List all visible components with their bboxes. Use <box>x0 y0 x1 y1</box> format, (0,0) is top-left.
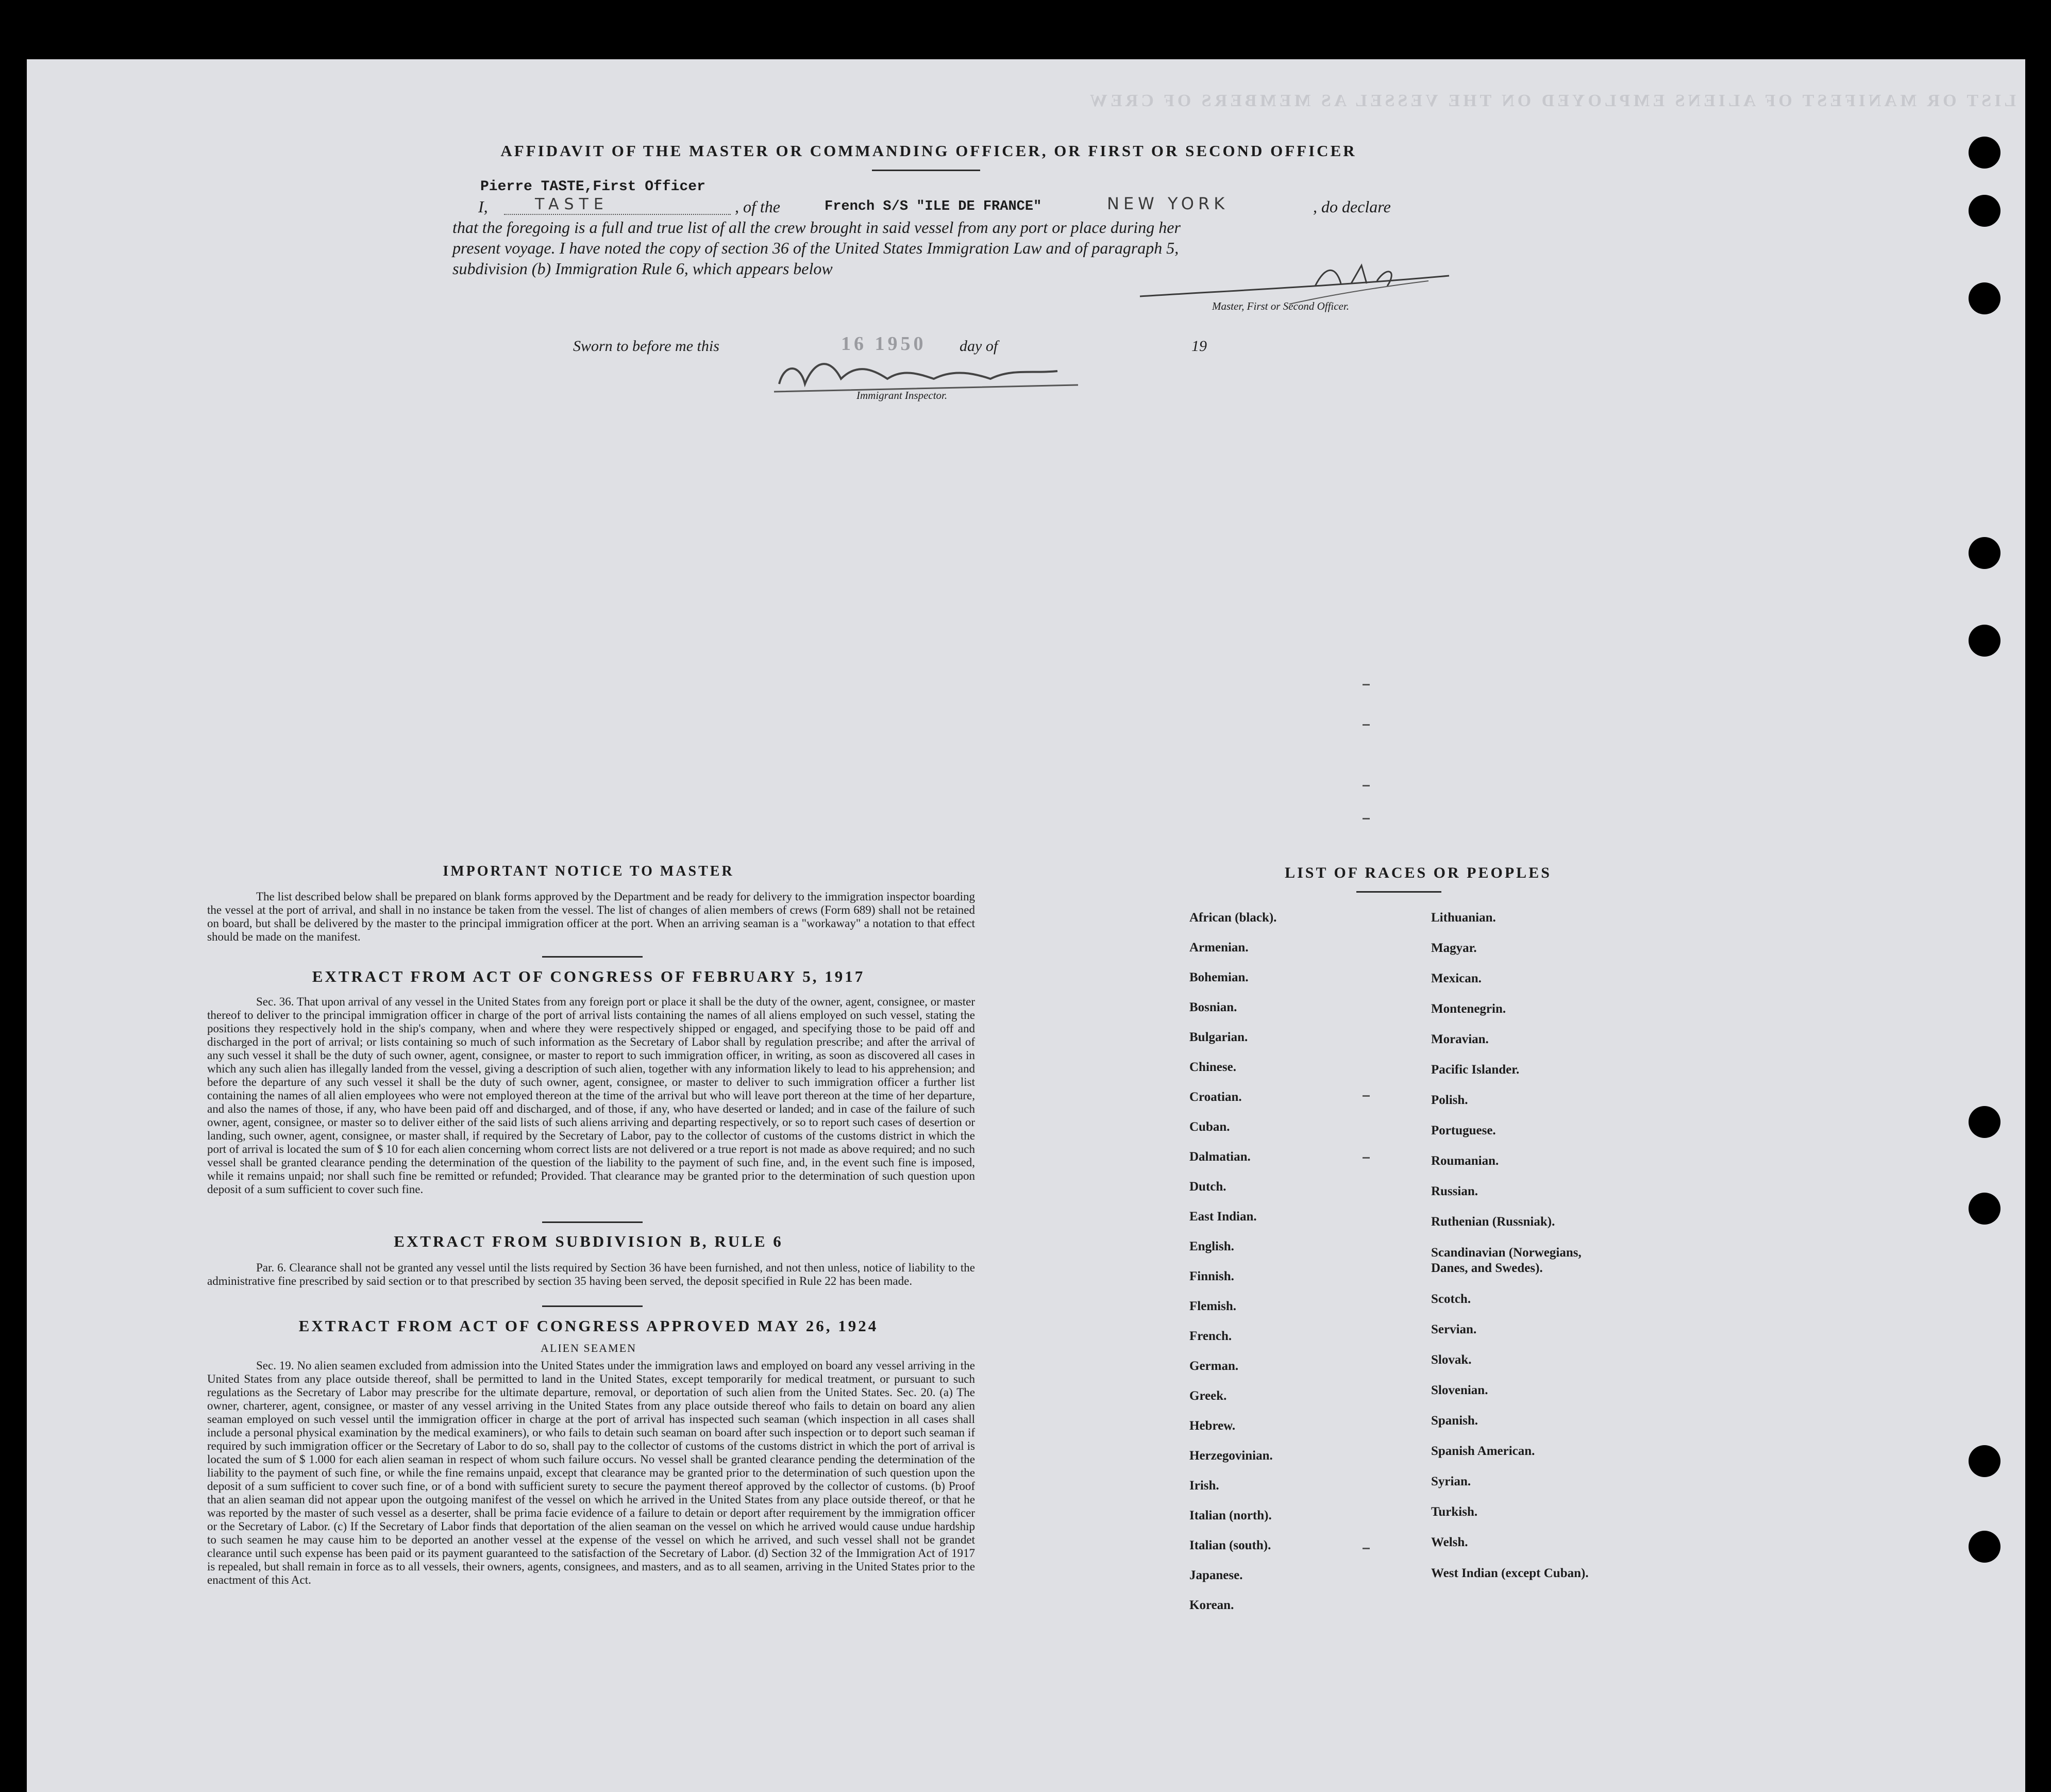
race-col1-item: Italian (south). <box>1189 1538 1271 1552</box>
divider <box>1356 891 1441 893</box>
race-col1-item: Japanese. <box>1189 1568 1243 1582</box>
binder-hole <box>1969 537 2000 569</box>
race-col2-item: Montenegrin. <box>1431 1002 1506 1016</box>
declaration-line-4: subdivision (b) Immigration Rule 6, which appears below <box>452 259 833 278</box>
binder-hole <box>1969 137 2000 169</box>
race-col2-item: Magyar. <box>1431 941 1477 955</box>
race-col1-item: Hebrew. <box>1189 1419 1236 1433</box>
race-col2-item: Mexican. <box>1431 972 1482 985</box>
divider <box>542 1221 643 1223</box>
race-col2-item: Slovenian. <box>1431 1383 1488 1397</box>
binder-hole <box>1969 625 2000 657</box>
extract-1924-subtitle: ALIEN SEAMEN <box>541 1342 636 1354</box>
binder-hole <box>1969 195 2000 227</box>
affidavit-title: AFFIDAVIT OF THE MASTER OR COMMANDING OFFICER, OR FIRST OR SECOND OFFICER <box>500 142 1357 160</box>
race-col1-item: Finnish. <box>1189 1269 1234 1283</box>
scan-mark <box>1363 724 1370 726</box>
bleed-through-header: LIST OR MANIFEST OF ALIENS EMPLOYED ON THE VESSEL AS MEMBERS OF CREW <box>1087 91 2016 110</box>
scan-mark <box>1363 1157 1370 1159</box>
race-col1-item: Flemish. <box>1189 1299 1236 1313</box>
race-col2-item: Syrian. <box>1431 1475 1471 1488</box>
binder-hole <box>1969 1531 2000 1563</box>
race-col1-item: French. <box>1189 1329 1232 1343</box>
race-col2-item: Welsh. <box>1431 1535 1468 1549</box>
race-col1-item: Chinese. <box>1189 1060 1236 1074</box>
race-col2-item: Scandinavian (Norwegians, Danes, and Swedes). <box>1431 1246 1582 1275</box>
handwritten-port: NEW YORK <box>1107 194 1229 213</box>
race-col2-item: Pacific Islander. <box>1431 1063 1520 1077</box>
race-col1-item: African (black). <box>1189 911 1277 925</box>
binder-hole <box>1969 1445 2000 1477</box>
race-col2-item: Polish. <box>1431 1093 1468 1107</box>
race-col1-item: Dutch. <box>1189 1180 1226 1194</box>
race-col1-item: Bulgarian. <box>1189 1030 1248 1044</box>
date-stamp: 16 1950 <box>841 333 927 355</box>
notice-body: The list described below shall be prepared on blank forms approved by the Department and be ready for delivery to the immigration inspector boarding the vessel at the port of arrival, and shall in no instance be taken from the vessel. The list of changes of alien members of crews (Form 689) shall not be retained on board, but shall be delivered by the master to the principal immigration officer at the port. When an arriving seaman is a "workaway" a notation to that effect should be made on the manifest. <box>207 890 975 943</box>
race-col1-item: Greek. <box>1189 1389 1227 1403</box>
race-col2-item: Scotch. <box>1431 1292 1471 1306</box>
extract-1917-title: EXTRACT FROM ACT OF CONGRESS OF FEBRUARY 5, 1917 <box>312 967 865 985</box>
sworn-label: Sworn to before me this <box>573 338 719 355</box>
document-page <box>27 59 2025 1792</box>
race-col1-item: Irish. <box>1189 1479 1219 1493</box>
race-col2-item: Roumanian. <box>1431 1154 1499 1168</box>
race-col2-item: Slovak. <box>1431 1353 1472 1367</box>
of-the-label: , of the <box>735 197 780 216</box>
extract-1924-body: Sec. 19. No alien seamen excluded from admission into the United States under the immigration laws and employed on board any vessel arriving in the United States from any place outside thereof, shall be permitted to land in the United States, except temporarily for medical treatment, or pursuant to such regulations as the Secretary of Labor may prescribe for the ultimate departure, removal, or deportation of such alien from the United States. Sec. 20. (a) The owner, charterer, agent, consignee, or master of any vessel arriving in the United States from any place outside thereof who fails to detain on board any alien seaman employed on such vessel until the immigration officer in charge at the port of arrival has inspected such seaman (which inspection in all cases shall include a personal physical examination by the medical examiners), or who fails to detain such seaman on board after such inspection or to deport such seaman if required by such immigration officer or the Secretary of Labor to do so, shall pay to the collector of customs of the customs district in which the port of arrival is located the sum of $ 1.000 for each alien seaman in respect of whom such failure occurs. No vessel shall be granted clearance pending the determination of the liability to the payment of such fine, or while the fine remains unpaid, except that clearance may be granted prior to the determination of such question upon the deposit of a sum sufficient to cover such fine, or of a bond with sufficient surety to secure the payment thereof approved by the collector of customs. (b) Proof that an alien seaman did not appear upon the outgoing manifest of the vessel on which he arrived in the United States from any place outside thereof, or that he was reported by the master of such vessel as a deserter, shall be prima facie evidence of a failure to detain or deport after requirement by the immigration officer or the Secretary of Labor. (c) If the Secretary of Labor finds that deportation of the alien seaman on the vessel on which he arrived would cause undue hardship to such seamen he may cause him to be deported an another vessel at the expense of the vessel on which he arrived, and such vessel shall not be grandet clearance until such expense has been paid or its payment guaranteed to the satisfaction of the Secretary of Labor. (d) Section 32 of the Immigration Act of 1917 is repealed, but shall remain in force as to all vessels, their owners, agents, consignees, and masters, and as to all seamen, arriving in the United States prior to the enactment of this Act. <box>207 1359 975 1586</box>
scan-mark <box>1363 684 1370 685</box>
officer-caption: Master, First or Second Officer. <box>1212 300 1349 312</box>
vessel-name: French S/S "ILE DE FRANCE" <box>825 199 1042 214</box>
binder-hole <box>1969 1193 2000 1225</box>
race-col1-item: German. <box>1189 1359 1239 1373</box>
race-col2-item: Russian. <box>1431 1184 1478 1198</box>
race-col1-item: Herzegovinian. <box>1189 1449 1273 1463</box>
rule-6-body: Par. 6. Clearance shall not be granted any vessel until the lists required by Section 36 have been furnished, and not then unless, notice of liability to the administrative fine prescribed by said section or to that prescribed by section 35 having been served, the deposit specified in Rule 22 has been made. <box>207 1261 975 1287</box>
race-col1-item: Armenian. <box>1189 941 1249 954</box>
race-col1-item: East Indian. <box>1189 1210 1257 1224</box>
notice-title: IMPORTANT NOTICE TO MASTER <box>443 863 734 879</box>
race-col1-item: Korean. <box>1189 1598 1234 1612</box>
do-declare-label: , do declare <box>1313 197 1391 216</box>
rule-6-title: EXTRACT FROM SUBDIVISION B, RULE 6 <box>394 1232 783 1250</box>
races-title: LIST OF RACES OR PEOPLES <box>1285 864 1552 881</box>
declaration-line-2: that the foregoing is a full and true list of all the crew brought in said vessel from any port or place during her <box>452 218 1181 237</box>
scan-mark <box>1363 785 1370 786</box>
race-col2-item: Ruthenian (Russniak). <box>1431 1215 1555 1229</box>
scan-mark <box>1363 1548 1370 1549</box>
race-col2-item: Servian. <box>1431 1322 1477 1336</box>
divider <box>872 170 980 171</box>
year-prefix: 19 <box>1191 338 1207 355</box>
extract-1924-title: EXTRACT FROM ACT OF CONGRESS APPROVED MAY 26, 1924 <box>298 1317 879 1335</box>
race-col2-item: Turkish. <box>1431 1505 1478 1519</box>
race-col1-item: Cuban. <box>1189 1120 1230 1134</box>
race-col1-item: English. <box>1189 1240 1234 1253</box>
divider <box>542 956 643 958</box>
race-col2-item: West Indian (except Cuban). <box>1431 1566 1589 1580</box>
race-col1-item: Dalmatian. <box>1189 1150 1251 1164</box>
handwritten-name: TASTE <box>535 195 609 213</box>
scan-mark <box>1363 818 1370 819</box>
extract-1917-body: Sec. 36. That upon arrival of any vessel in the United States from any foreign port or place it shall be the duty of the owner, agent, consignee, or master thereof to deliver to the principal immigration officer in charge of the port of arrival lists containing the names of all aliens employed on such vessel, stating the positions they respectively hold in the ship's company, when and where they were respectively shipped or engaged, and specifying those to be paid off and discharged in the port of arrival; or lists containing so much of such information as the Secretary of Labor shall by regulation prescribe; and after the arrival of any such vessel it shall be the duty of such owner, agent, consignee, or master to report to such immigration officer, in writing, as soon as discovered all cases in which any such alien has illegally landed from the vessel, giving a description of such alien, together with any information likely to lead to his apprehension; and before the departure of any such vessel it shall be the duty of such owner, agent, consignee, or master to deliver to such immigration officer a further list containing the names of all alien employees who were not employed thereon at the time of the arrival but who will leave port thereon at the time of her departure, and also the names of those, if any, who have been paid off and discharged, and of those, if any, who have deserted or landed; and in case of the failure of such owner, agent, consignee, or master so to deliver either of the said lists of such aliens arriving and departing respectively, or so to report such cases of desertion or landing, such owner, agent, consignee, or master shall, if required by the Secretary of Labor, pay to the collector of customs of the customs district in which the port of arrival is located the sum of $ 10 for each alien concerning whom correct lists are not delivered or a true report is not made as above required; and no such vessel shall be granted clearance pending the determination of the question of the liability to the payment of such fine, and, in the event such fine is imposed, while it remains unpaid; nor shall such fine be remitted or refunded; Provided. That clearance may be granted prior to the determination of such question upon deposit of a sum sufficient to cover such fine. <box>207 995 975 1196</box>
inspector-caption: Immigrant Inspector. <box>856 389 948 401</box>
race-col2-item: Spanish. <box>1431 1414 1478 1428</box>
race-col2-item: Portuguese. <box>1431 1124 1496 1137</box>
race-col2-item: Lithuanian. <box>1431 911 1496 925</box>
scan-mark <box>1363 1095 1370 1097</box>
divider <box>542 1305 643 1307</box>
race-col1-item: Bohemian. <box>1189 970 1249 984</box>
race-col1-item: Croatian. <box>1189 1090 1242 1104</box>
i-label: I, <box>478 197 488 216</box>
binder-hole <box>1969 282 2000 314</box>
binder-hole <box>1969 1106 2000 1138</box>
race-col2-item: Spanish American. <box>1431 1444 1535 1458</box>
race-col1-item: Bosnian. <box>1189 1000 1237 1014</box>
race-col1-item: Italian (north). <box>1189 1509 1272 1522</box>
day-of-label: day of <box>960 338 998 355</box>
declaration-line-3: present voyage. I have noted the copy of section 36 of the United States Immigration Law and of paragraph 5, <box>452 239 1179 257</box>
typed-officer-name: Pierre TASTE,First Officer <box>480 179 705 195</box>
race-col2-item: Moravian. <box>1431 1032 1489 1046</box>
